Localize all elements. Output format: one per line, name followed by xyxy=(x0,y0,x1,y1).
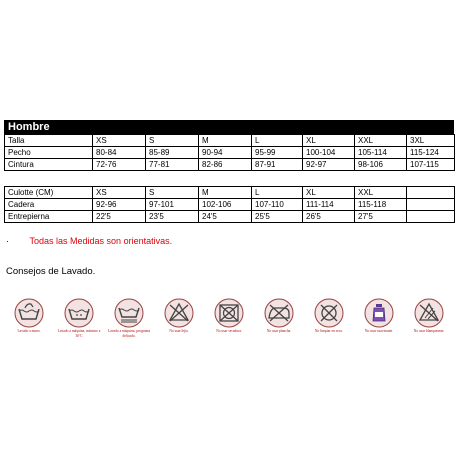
table-cell: M xyxy=(199,187,252,199)
table-cell: XS xyxy=(93,187,146,199)
table-cell: 87-91 xyxy=(252,159,303,171)
table-cell: 107-110 xyxy=(252,199,303,211)
row-label-cell: Cadera xyxy=(5,199,93,211)
care-item-machine-wash-30 xyxy=(56,298,102,338)
table-cell: S xyxy=(146,135,199,147)
table-cell: 98-106 xyxy=(355,159,407,171)
table-cell: M xyxy=(199,135,252,147)
table-cell: XXL xyxy=(355,135,407,147)
care-title: Consejos de Lavado. xyxy=(6,266,96,277)
table-cell: XS xyxy=(93,135,146,147)
no-whitener-icon xyxy=(411,298,447,328)
table-cell: 3XL xyxy=(407,135,455,147)
size-table-hombre xyxy=(4,134,455,171)
table-cell: L xyxy=(252,135,303,147)
care-item-no-dry-clean xyxy=(306,298,352,334)
care-item-hand-wash xyxy=(6,298,52,334)
size-note xyxy=(6,236,172,246)
no-bleach-icon xyxy=(161,298,197,328)
no-iron-icon xyxy=(261,298,297,328)
table-cell xyxy=(407,187,455,199)
table-cell: 111-114 xyxy=(303,199,355,211)
table-cell: XL xyxy=(303,187,355,199)
table-cell xyxy=(407,211,455,223)
table-cell: 80-84 xyxy=(93,147,146,159)
table-cell: XL xyxy=(303,135,355,147)
table-header-row xyxy=(5,135,455,147)
table-header-row xyxy=(5,187,455,199)
table-cell: S xyxy=(146,187,199,199)
table-cell: 92-96 xyxy=(93,199,146,211)
table-cell: 92-97 xyxy=(303,159,355,171)
header-bar xyxy=(4,120,454,134)
care-label: No limpiar en seco. xyxy=(314,329,344,333)
care-label: No usar plancha. xyxy=(266,329,292,333)
care-label: No usar secadora. xyxy=(216,329,242,333)
row-label-cell: Talla xyxy=(5,135,93,147)
care-label: Lavado a máquina, máximo a 30ºC xyxy=(57,329,101,338)
table-cell: 115-118 xyxy=(355,199,407,211)
care-icons-row xyxy=(4,298,456,348)
table-cell: 102-106 xyxy=(199,199,252,211)
machine-wash-delicate-icon xyxy=(111,298,147,328)
table-row xyxy=(5,147,455,159)
no-dry-clean-icon xyxy=(311,298,347,328)
table-cell: 82-86 xyxy=(199,159,252,171)
table-cell: 115-124 xyxy=(407,147,455,159)
table-cell: 100-104 xyxy=(303,147,355,159)
machine-wash-30-icon xyxy=(61,298,97,328)
table-cell xyxy=(407,199,455,211)
table-cell: XXL xyxy=(355,187,407,199)
table-cell: L xyxy=(252,187,303,199)
care-item-machine-wash-delicate xyxy=(106,298,152,338)
care-item-no-softener xyxy=(356,298,402,334)
table-cell: 90-94 xyxy=(199,147,252,159)
section-title: Hombre xyxy=(8,121,50,133)
care-label: Lavado a mano. xyxy=(17,329,41,333)
table-row xyxy=(5,199,455,211)
table-cell: 22'5 xyxy=(93,211,146,223)
table-cell: 97-101 xyxy=(146,199,199,211)
row-label-cell: Entrepierna xyxy=(5,211,93,223)
care-item-no-iron xyxy=(256,298,302,334)
table-cell: 24'5 xyxy=(199,211,252,223)
row-label-cell: Culotte (CM) xyxy=(5,187,93,199)
no-softener-icon xyxy=(361,298,397,328)
table-cell: 107-115 xyxy=(407,159,455,171)
note-text: Todas las Medidas son orientativas. xyxy=(29,236,173,246)
row-label-cell: Cintura xyxy=(5,159,93,171)
care-item-no-bleach xyxy=(156,298,202,334)
care-label: Lavado a máquina, programa delicado. xyxy=(107,329,151,338)
table-cell: 72-76 xyxy=(93,159,146,171)
note-bullet: · xyxy=(6,236,9,246)
row-label-cell: Pecho xyxy=(5,147,93,159)
care-label: No usar blanqueante. xyxy=(413,329,445,333)
care-label: No usar lejía. xyxy=(169,329,189,333)
table-cell: 95-99 xyxy=(252,147,303,159)
table-cell: 85-89 xyxy=(146,147,199,159)
table-row xyxy=(5,159,455,171)
table-row xyxy=(5,211,455,223)
care-item-no-tumble-dry xyxy=(206,298,252,334)
care-label: No usar suavizante. xyxy=(364,329,394,333)
table-cell: 105-114 xyxy=(355,147,407,159)
table-cell: 26'5 xyxy=(303,211,355,223)
table-cell: 23'5 xyxy=(146,211,199,223)
no-tumble-dry-icon xyxy=(211,298,247,328)
care-item-no-whitener xyxy=(406,298,452,334)
table-cell: 25'5 xyxy=(252,211,303,223)
hand-wash-icon xyxy=(11,298,47,328)
table-cell: 77-81 xyxy=(146,159,199,171)
table-cell: 27'5 xyxy=(355,211,407,223)
size-table-culotte xyxy=(4,186,455,223)
